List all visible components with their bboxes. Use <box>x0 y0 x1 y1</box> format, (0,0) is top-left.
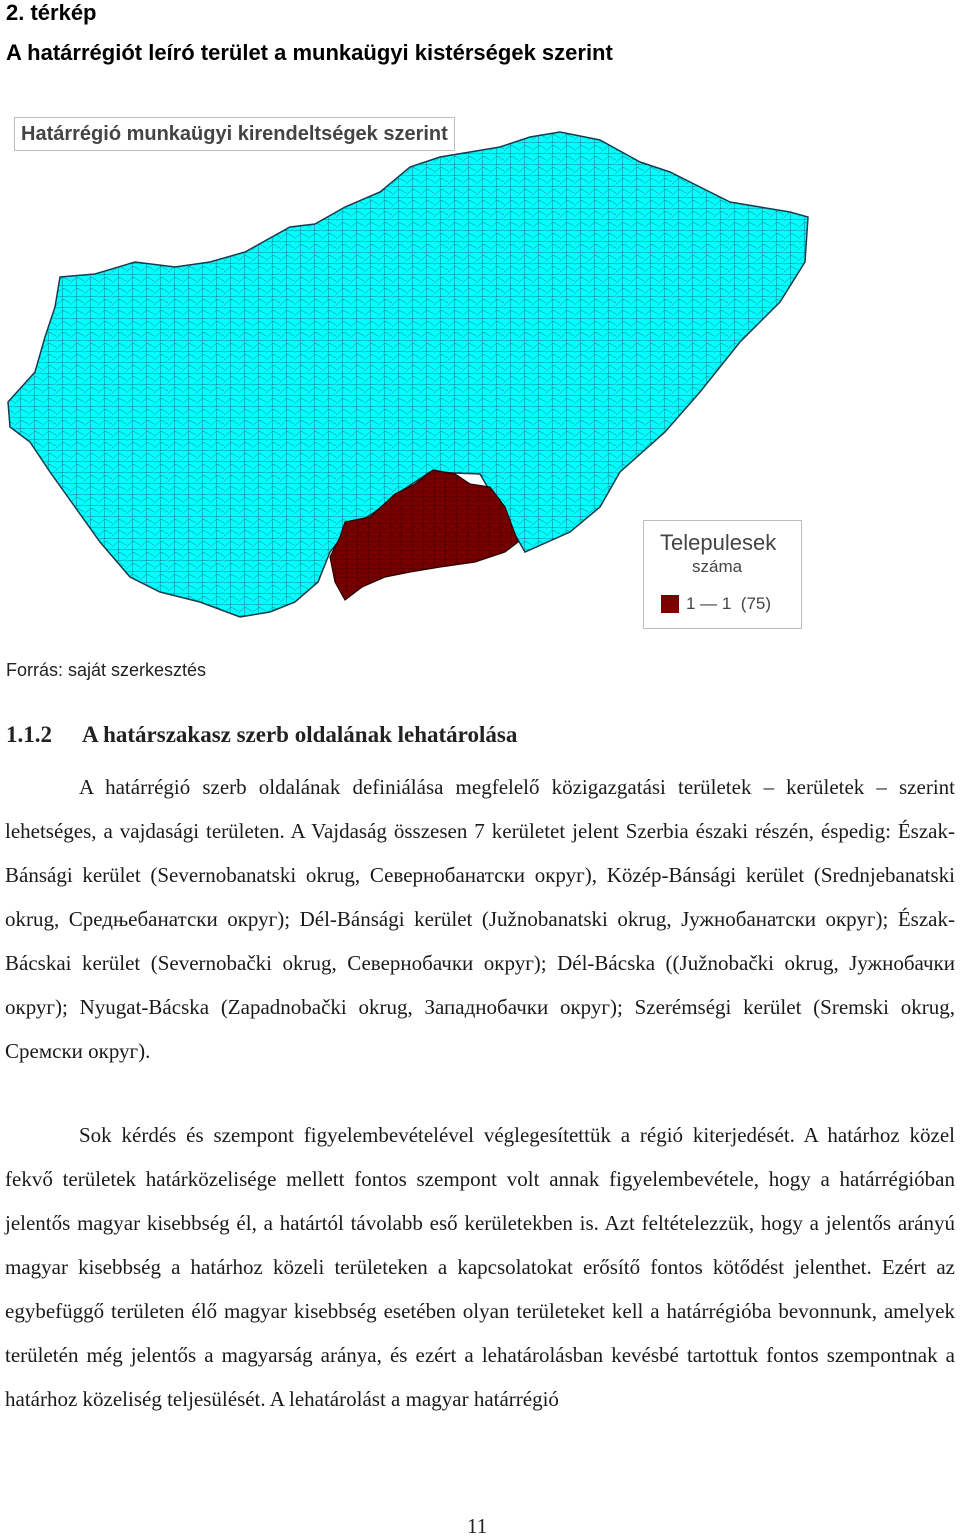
map-number: 2. térkép <box>6 0 97 25</box>
page-number: 11 <box>467 1514 488 1538</box>
paragraph: Sok kérdés és szempont figyelembevételével véglegesítettük a régió kiterjedését. A határhoz közel fekvő területek határközelisége mellett fontos szempont volt annak figyelembevétele, hogy a határrégióban jelentős magyar kisebbség él, a határtól távolabb eső kerületekben is. Azt feltételezzük, hogy a jelentős arányú magyar kisebbség a határhoz közeli területeken a kapcsolatokat erősítő fontos kötődést jelenthet. Ezért az egybefüggő területen élő magyar kisebbség esetében olyan területeket kell a határrégióba bevonnunk, amelyek területén még jelentős a magyarság aránya, és ezért a lehatárolásban kevésbé tartottuk fontos szempontnak a határhoz közeliség teljesülését. A lehatárolást a magyar határrégió <box>5 1123 955 1411</box>
legend-subtitle: száma <box>692 557 743 576</box>
paragraph: A határrégió szerb oldalának definiálása megfelelő közigazgatási területek – kerületek – szerint lehetséges, a vajdasági területen. A Vajdaság összesen 7 kerületet jelent Szerbia északi részén, éspedig: Észak-Bánsági kerület (Severnobanatski okrug, Севернобанатски округ), Közép-Bánsági kerület (Srednjebanatski okrug, Средњебанатски округ); Dél-Bánsági kerület (Južnobanatski okrug, Јужнобанатски округ); Észak-Bácskai kerület (Severnobački okrug, Севернобачки округ); Dél-Bácska ((Južnobački okrug, Јужнобачки округ); Nyugat-Bácska (Zapadnobački okrug, Западнобачки округ); Szerémségi kerület (Sremski okrug, Сремски округ). <box>5 775 955 1063</box>
legend-title: Telepulesek <box>660 530 777 555</box>
legend-range: 1 — 1 (75) <box>686 594 772 613</box>
map-legend <box>643 520 802 629</box>
legend-swatch <box>661 595 679 613</box>
source-note: Forrás: saját szerkesztés <box>6 660 207 680</box>
section-number: 1.1.2 <box>6 722 52 747</box>
map-title: Határrégió munkaügyi kirendeltségek szerint <box>14 117 455 151</box>
section-title: A határszakasz szerb oldalának lehatárolása <box>82 722 518 747</box>
map-caption: A határrégiót leíró terület a munkaügyi kistérségek szerint <box>6 40 613 65</box>
section-heading <box>6 722 517 748</box>
